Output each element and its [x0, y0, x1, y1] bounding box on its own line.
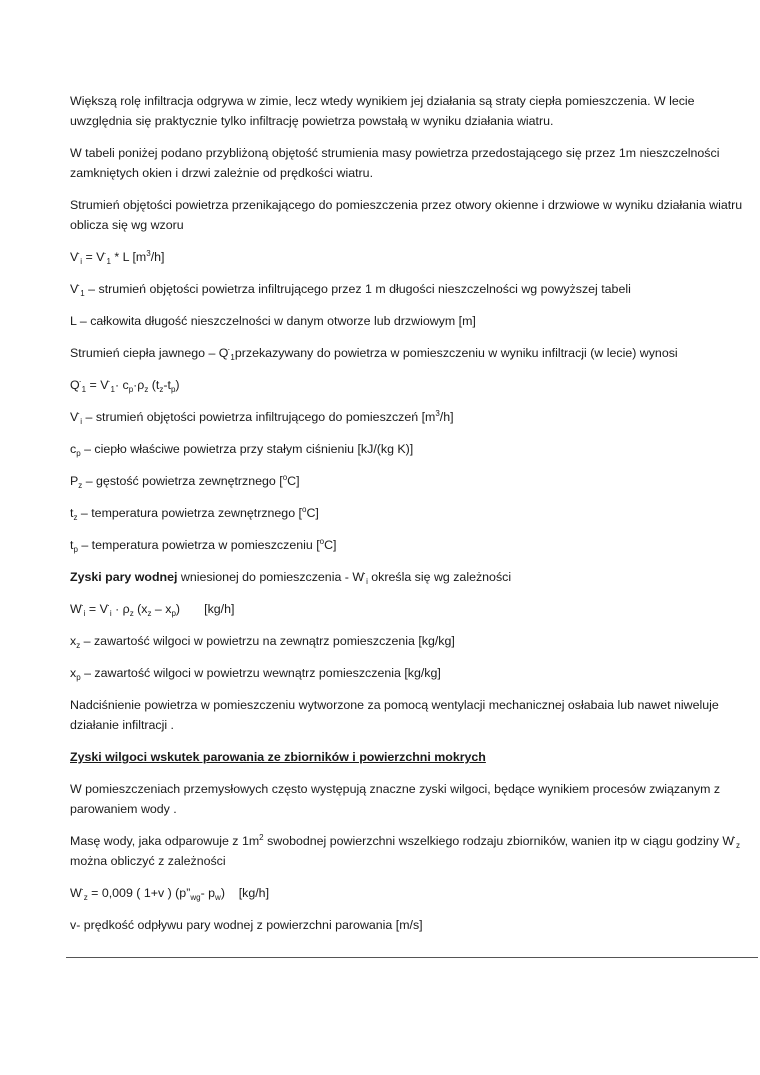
definition-v1: $V^\cdot_1$ – strumień objętości powietrza infiltrującego przez 1 m długości nieszczelności wg powyższej tabeli — [70, 280, 631, 298]
paragraph-infiltration-winter: Większą rolę infiltracja odgrywa w zimie, lecz wtedy wynikiem jej działania są straty ciepła pomieszczenia. W lecie uwzględnia się praktycznie tylko infiltrację powietrza powstałą w wyniku działania wiatru. — [70, 94, 695, 128]
paragraph-air-flow: Strumień objętości powietrza przenikającego do pomieszczenia przez otwory okienne i drzwiowe w wyniku działania wiatru oblicza się wg wzoru — [70, 198, 743, 232]
definition-xp: $x_p$ – zawartość wilgoci w powietrzu wewnątrz pomieszczenia [kg/kg] — [70, 666, 441, 682]
definition-L: L – całkowita długość nieszczelności w danym otworze lub drzwiowym [m] — [70, 314, 476, 328]
paragraph-table-note: W tabeli poniżej podano przybliżoną objętość strumienia masy powietrza przedostającego się przez 1m nieszczelności zamkniętych okien i drzwi zależnie od prędkości wiatru. — [70, 146, 720, 180]
definition-cp: $c_p$ – ciepło właściwe powietrza przy stałym ciśnieniu [kJ/(kg K)] — [70, 442, 414, 458]
formula-wi: $W^\cdot_i = V^\cdot_i \cdot \rho_z$ $(x_z - x_p)$ [kg/h] — [70, 600, 235, 618]
document-page — [70, 91, 758, 947]
definition-pz: $P_z$ – gęstość powietrza zewnętrznego [$^o$C] — [70, 473, 300, 490]
definition-v: v- prędkość odpływu pary wodnej z powierzchni parowania [m/s] — [70, 918, 423, 932]
paragraph-overpressure: Nadciśnienie powietrza w pomieszczeniu wytworzone za pomocą wentylacji mechanicznej osłabaia lub nawet niweluje działanie infiltracji . — [70, 698, 719, 732]
footer-divider — [66, 957, 758, 958]
section-heading-evaporation: Zyski wilgoci wskutek parowania ze zbiorników i powierzchni mokrych — [70, 750, 486, 764]
paragraph-vapor-gains: Zyski pary wodnej wniesionej do pomieszczenia - $W^\cdot_i$ określa się wg zależności — [70, 568, 512, 586]
paragraph-industrial: W pomieszczeniach przemysłowych często występują znaczne zyski wilgoci, będące wynikiem procesów związanym z parowaniem wody . — [70, 782, 721, 816]
definition-tz: $t_z$ – temperatura powietrza zewnętrznego [$^o$C] — [70, 505, 319, 522]
formula-vi: $V^\cdot_i = V^\cdot_1 * L$ $[m^3/h]$ — [70, 248, 165, 266]
definition-xz: $x_z$ – zawartość wilgoci w powietrzu na zewnątrz pomieszczenia [kg/kg] — [70, 634, 455, 650]
formula-q1: $Q^\cdot_1 = V^\cdot_1\cdot c_p\cdot\rho_z$ $(t_z-t_p)$ — [70, 376, 180, 394]
paragraph-sensible-heat: Strumień ciepła jawnego – $Q^\cdot_1przekazywany$ do powietrza w pomieszczeniu w wyniku infiltracji (w lecie) wynosi — [70, 344, 678, 362]
paragraph-water-mass: Masę wody, jaka odparowuje z $1m^2$ swobodnej powierzchni wszelkiego rodzaju zbiorników, wanien itp w ciągu godziny $W^\cdot_z$ można obliczyć z zależności — [70, 832, 741, 868]
formula-wz: $W^\cdot_z = 0,009$ ( 1+v ) ($p”_{wg}-$ $p_w$) [kg/h] — [70, 884, 270, 902]
definition-vi: $V^\cdot_i$ – strumień objętości powietrza infiltrującego do pomieszczeń $[m^3/h]$ — [70, 408, 454, 426]
definition-tp: $t_p$ – temperatura powietrza w pomieszczeniu [$^o$C] — [70, 537, 337, 554]
vapor-gains-label: Zyski pary wodnej — [70, 570, 178, 584]
